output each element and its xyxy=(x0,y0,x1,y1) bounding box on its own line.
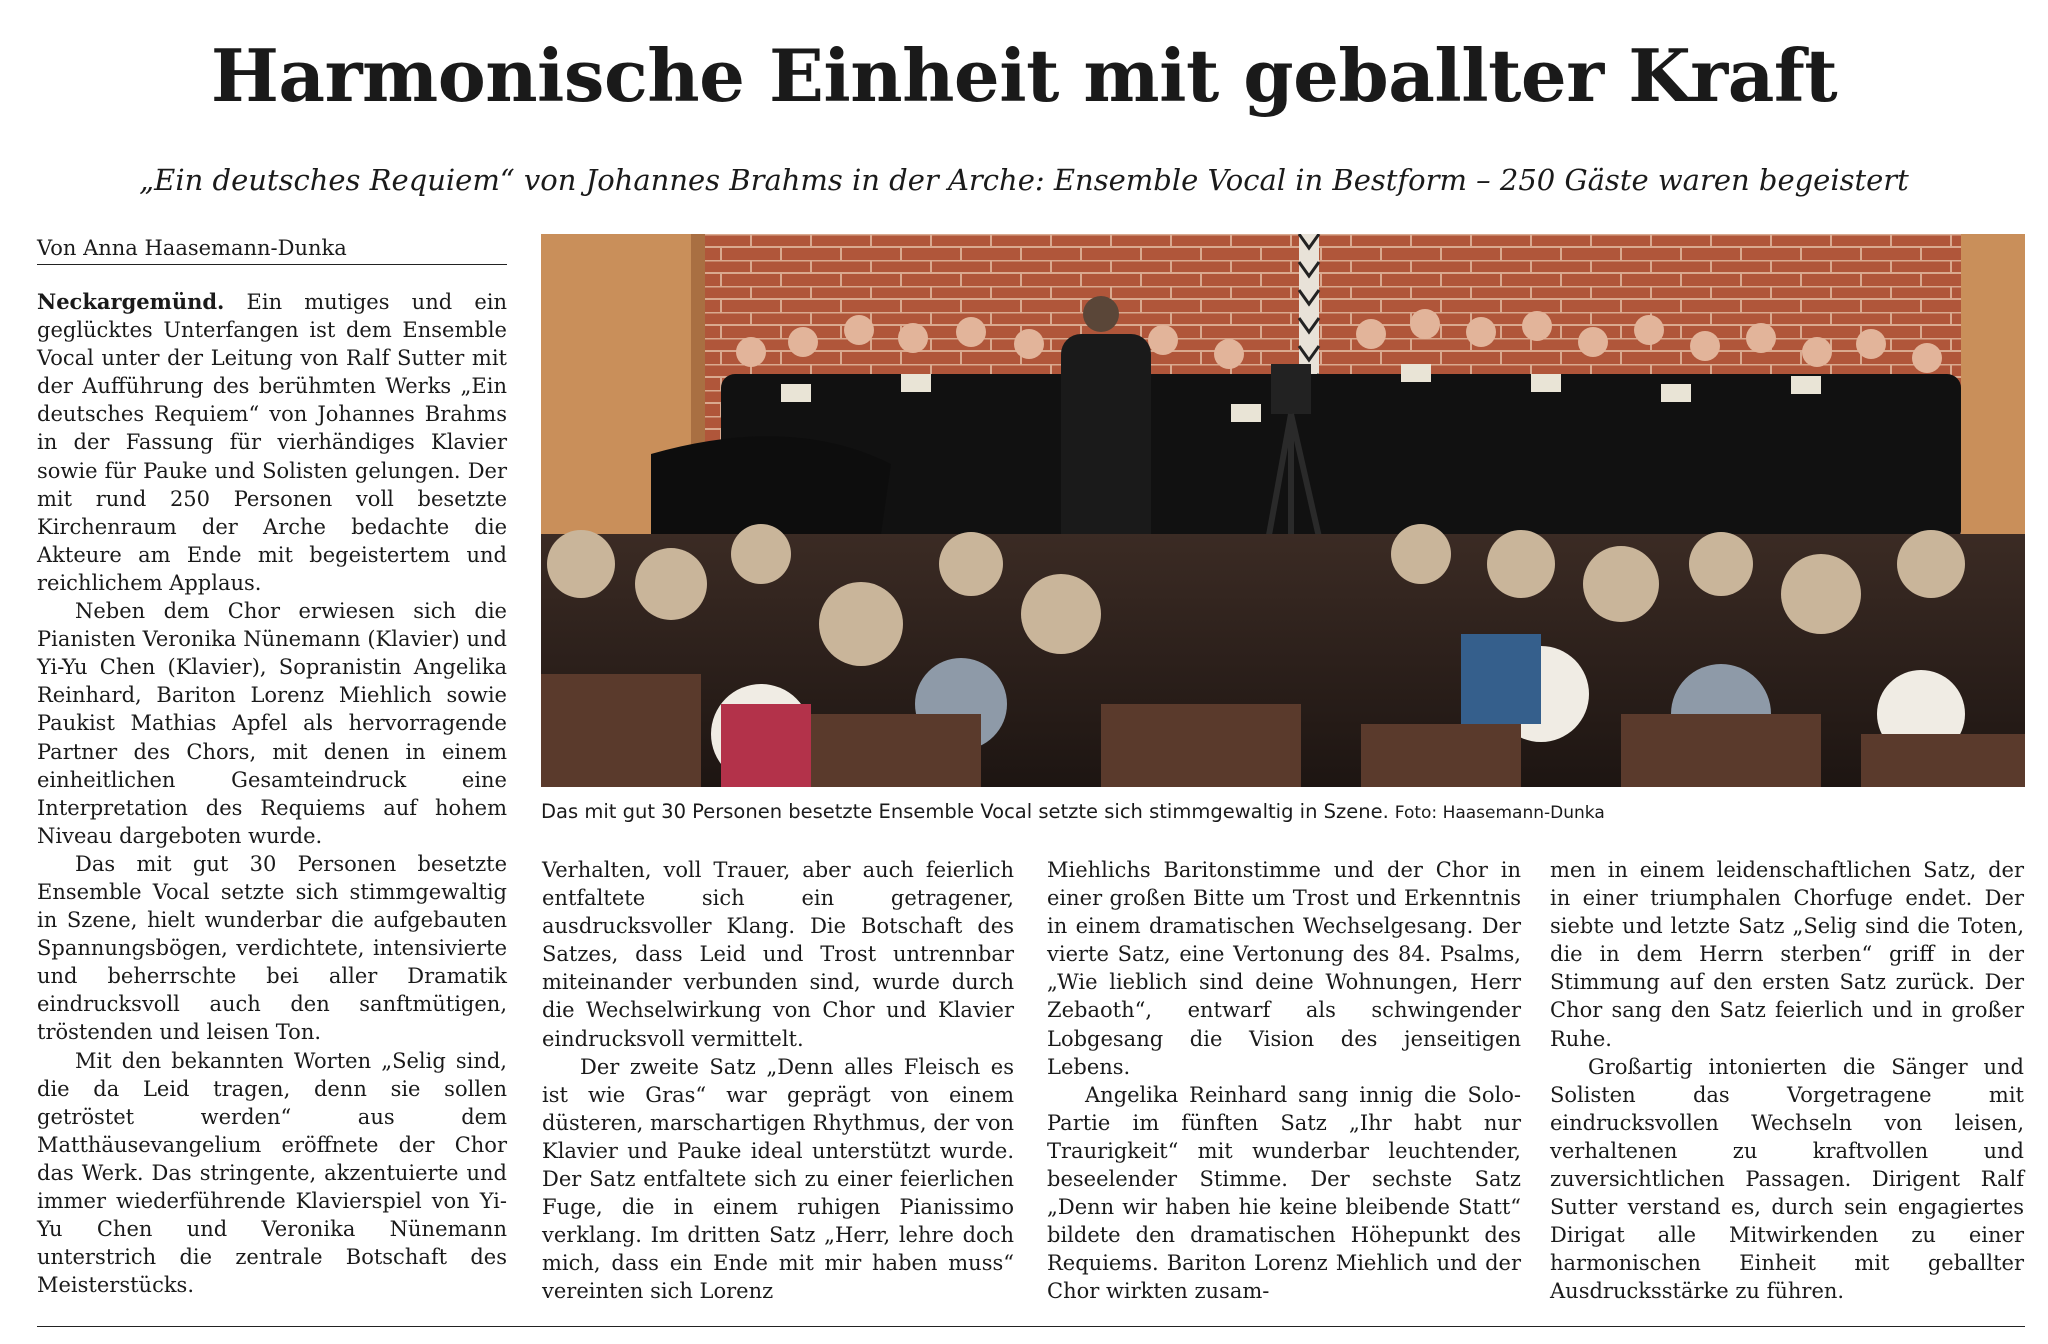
headline: Harmonische Einheit mit geballter Kraft xyxy=(210,33,1838,118)
text-column-2 xyxy=(542,856,1014,1312)
paragraph-5: Verhalten, voll Trauer, aber auch feierlich entfaltete sich ein getragener, ausdrucksvoller Klang. Die Botschaft des Satzes, dass Leid und Trost untrennbar miteinander verbunden sind, wurde durch die Wechselwirkung von Chor und Klavier eindrucksvoll vermittelt. xyxy=(542,858,1014,1051)
subheadline: „Ein deutsches Requiem“ von Johannes Brahms in der Arche: Ensemble Vocal in Bestform – 250 Gäste waren begeistert xyxy=(139,163,1909,197)
photo-caption xyxy=(541,798,2025,827)
caption-text: Das mit gut 30 Personen besetzte Ensemble Vocal setzte sich stimmgewaltig in Szene. xyxy=(541,800,1389,823)
bottom-rule xyxy=(37,1326,2025,1327)
paragraph-8: Angelika Reinhard sang innig die Solo-Partie im fünften Satz „Ihr habt nur Traurigkeit“ mit wunderbar leuchtender, beseelender Stimme. Der sechste Satz „Denn wir haben hie keine bleibende Statt“ bildete den dramatischen Höhepunkt des Requiems. Bariton Lorenz Miehlich und der Chor wirkten zusam- xyxy=(1047,1082,1521,1304)
paragraph-9: men in einem leidenschaftlichen Satz, der in einer triumphalen Chorfuge endet. Der siebte und letzte Satz „Selig sind die Toten, die in dem Herrn sterben“ griff in der Stimmung auf den ersten Satz zurück. Der Chor sang den Satz feierlich und in großer Ruhe. xyxy=(1550,858,2024,1051)
text-column-3 xyxy=(1047,856,1521,1312)
paragraph-7: Miehlichs Baritonstimme und der Chor in einer großen Bitte um Trost und Erkenntnis in einem dramatischen Wechselgesang. Der vierte Satz, eine Vertonung des 84. Psalms, „Wie lieblich sind deine Wohnungen, Herr Zebaoth“, entwarf als schwingender Lobgesang die Vision des jenseitigen Lebens. xyxy=(1047,858,1521,1079)
paragraph-4: Mit den bekannten Worten „Selig sind, die da Leid tragen, denn sie sollen getröstet werden“ aus dem Matthäusevangelium eröffnete der Chor das Werk. Das stringente, akzentuierte und immer wiederführende Klavierspiel von Yi-Yu Chen und Veronika Nünemann unterstrich die zentrale Botschaft des Meisterstücks. xyxy=(37,1048,507,1298)
concert-photo xyxy=(541,234,2025,787)
text-column-4 xyxy=(1550,856,2024,1312)
paragraph-10: Großartig intonierten die Sänger und Solisten das Vorgetragene mit eindrucksvollen Wechseln von leisen, verhaltenen zu kraftvollen und zuversichtlichen Passagen. Dirigent Ralf Sutter verstand es, durch sein engagiertes Dirigat alle Mitwirkenden zu einer harmonischen Einheit mit geballter Ausdrucksstärke zu führen. xyxy=(1550,1054,2024,1304)
photo-credit: Foto: Haasemann-Dunka xyxy=(1394,803,1605,823)
paragraph-1-text: Ein mutiges und ein geglücktes Unterfangen ist dem Ensemble Vocal unter der Leitung von Ralf Sutter mit der Aufführung des berühmten Werks „Ein deutsches Requiem“ von Johannes Brahms in der Fassung für vierhändiges Klavier sowie für Pauke und Solisten gelungen. Der mit rund 250 Personen voll besetzte Kirchenraum der Arche bedachte die Akteure am Ende mit begeistertem und reichlichem Applaus. xyxy=(37,290,507,595)
paragraph-3: Das mit gut 30 Personen besetzte Ensemble Vocal setzte sich stimmgewaltig in Szene, hielt wunderbar die aufgebauten Spannungsbögen, verdichtete, intensivierte und beherrschte bei aller Dramatik eindrucksvoll auch den sanftmütigen, tröstenden und leisen Ton. xyxy=(37,851,507,1045)
text-column-1 xyxy=(37,288,507,1312)
paragraph-1 xyxy=(37,288,507,597)
paragraph-2: Neben dem Chor erwiesen sich die Pianisten Veronika Nünemann (Klavier) und Yi-Yu Chen (Klavier), Sopranistin Angelika Reinhard, Bariton Lorenz Miehlich sowie Paukist Mathias Apfel als hervorragende Partner des Chors, mit denen in einem einheitlichen Gesamteindruck eine Interpretation des Requiems auf hohem Niveau dargeboten wurde. xyxy=(37,599,507,848)
dateline: Neckargemünd. xyxy=(37,289,225,314)
paragraph-6: Der zweite Satz „Denn alles Fleisch es ist wie Gras“ war geprägt von einem düsteren, marschartigen Rhythmus, der von Klavier und Pauke ideal unterstützt wurde. Der Satz entfaltete sich zu einer feierlichen Fuge, die in einem ruhigen Pianissimo verklang. Im dritten Satz „Herr, lehre doch mich, dass ein Ende mit mir haben muss“ vereinten sich Lorenz xyxy=(542,1054,1014,1304)
byline: Von Anna Haasemann-Dunka xyxy=(37,234,507,265)
